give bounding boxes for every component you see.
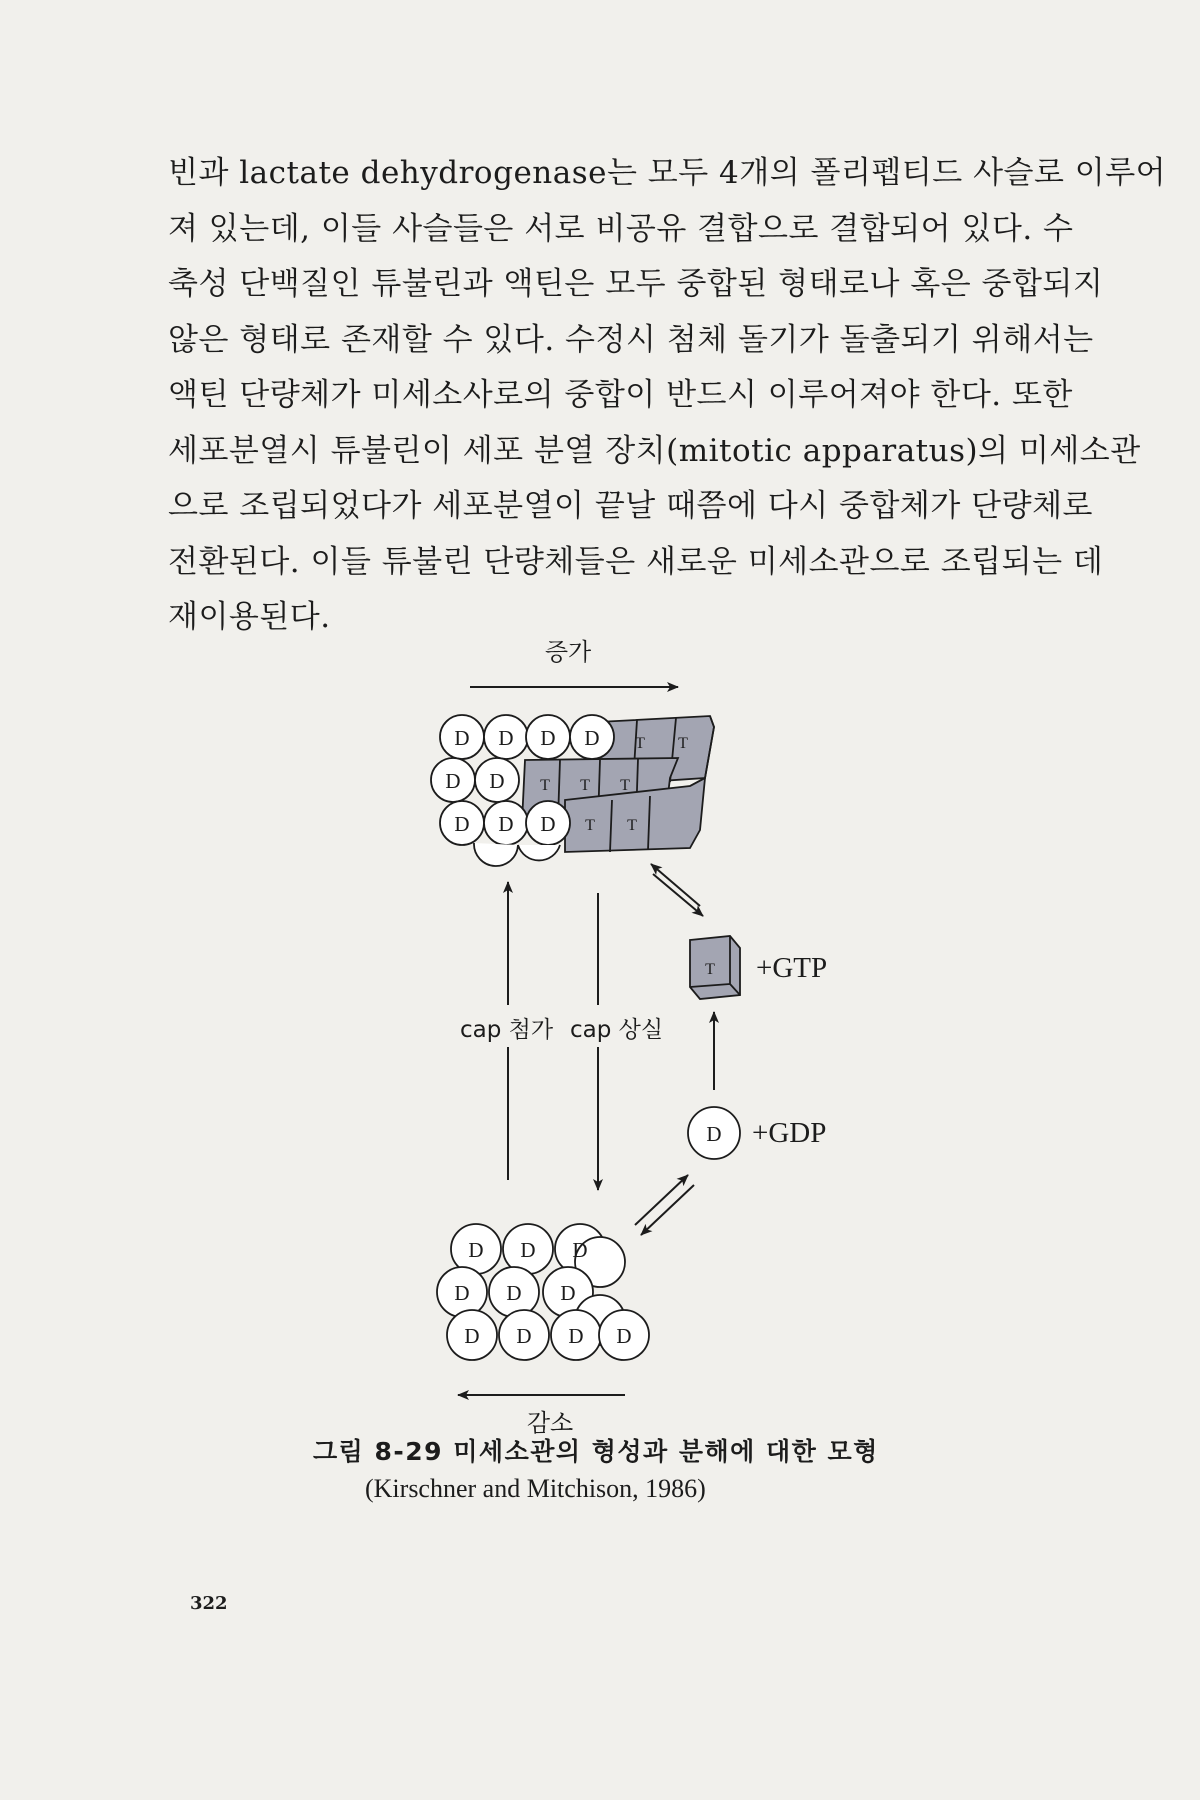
d-label: D bbox=[520, 1238, 536, 1262]
paragraph-line: 전환된다. 이들 튜불린 단량체들은 새로운 미세소관으로 조립되는 데 bbox=[168, 543, 1104, 580]
d-label: D bbox=[454, 726, 470, 750]
paragraph-line: 빈과 lactate dehydrogenase는 모두 4개의 폴리펩티드 사슬로 이루어 bbox=[168, 155, 1167, 191]
d-label: D bbox=[498, 726, 514, 750]
d-label: D bbox=[506, 1281, 522, 1305]
cap-add-label: cap 첨가 bbox=[460, 1017, 554, 1043]
d-label: D bbox=[560, 1281, 576, 1305]
paragraph-line: 져 있는데, 이들 사슬들은 서로 비공유 결합으로 결합되어 있다. 수 bbox=[168, 210, 1074, 247]
gdp-label: +GDP bbox=[752, 1117, 827, 1149]
gdp-exchange-arrows bbox=[635, 1175, 694, 1235]
cap-loss-label: cap 상실 bbox=[570, 1017, 664, 1043]
paragraph-line: 액틴 단량체가 미세소사로의 중합이 반드시 이루어져야 한다. 또한 bbox=[168, 377, 1073, 413]
figure-caption-source: (Kirschner and Mitchison, 1986) bbox=[365, 1474, 706, 1503]
increase-label: 증가 bbox=[544, 638, 592, 666]
t-label: T bbox=[540, 777, 550, 794]
figure-caption-title: 그림 8-29 미세소관의 형성과 분해에 대한 모형 bbox=[313, 1437, 879, 1466]
paragraph-line: 세포분열시 튜불린이 세포 분열 장치(mitotic apparatus)의 미세소관 bbox=[168, 432, 1141, 469]
d-label: D bbox=[468, 1238, 484, 1262]
paragraph-line: 않은 형태로 존재할 수 있다. 수정시 첨체 돌기가 돌출되기 위해서는 bbox=[168, 321, 1094, 358]
gtp-exchange-arrows bbox=[651, 864, 703, 916]
d-label: D bbox=[616, 1324, 632, 1348]
d-label: D bbox=[464, 1324, 480, 1348]
d-label: D bbox=[706, 1122, 722, 1146]
free-gtp-tubulin bbox=[690, 936, 740, 999]
growing-microtubule bbox=[431, 715, 714, 866]
d-label: D bbox=[584, 726, 600, 750]
t-label: T bbox=[580, 777, 590, 794]
gtp-label: +GTP bbox=[756, 952, 828, 984]
t-label: T bbox=[585, 817, 595, 834]
t-label: T bbox=[705, 961, 715, 978]
decrease-label: 감소 bbox=[526, 1409, 574, 1437]
d-label: D bbox=[454, 812, 470, 836]
t-label: T bbox=[678, 735, 688, 752]
d-label: D bbox=[498, 812, 514, 836]
d-label: D bbox=[445, 769, 461, 793]
paragraph-line: 재이용된다. bbox=[168, 599, 331, 635]
t-label: T bbox=[635, 735, 645, 752]
d-label: D bbox=[489, 769, 505, 793]
paragraph-line: 축성 단백질인 튜불린과 액틴은 모두 중합된 형태로나 혹은 중합되지 bbox=[168, 266, 1104, 302]
page-number: 322 bbox=[190, 1593, 228, 1614]
d-label: D bbox=[540, 726, 556, 750]
d-label: D bbox=[540, 812, 556, 836]
t-label: T bbox=[620, 777, 630, 794]
d-label: D bbox=[572, 1238, 588, 1262]
paragraph-line: 으로 조립되었다가 세포분열이 끝날 때쯤에 다시 중합체가 단량체로 bbox=[168, 488, 1093, 524]
d-label: D bbox=[516, 1324, 532, 1348]
d-label: D bbox=[454, 1281, 470, 1305]
d-label: D bbox=[568, 1324, 584, 1348]
t-label: T bbox=[627, 817, 637, 834]
